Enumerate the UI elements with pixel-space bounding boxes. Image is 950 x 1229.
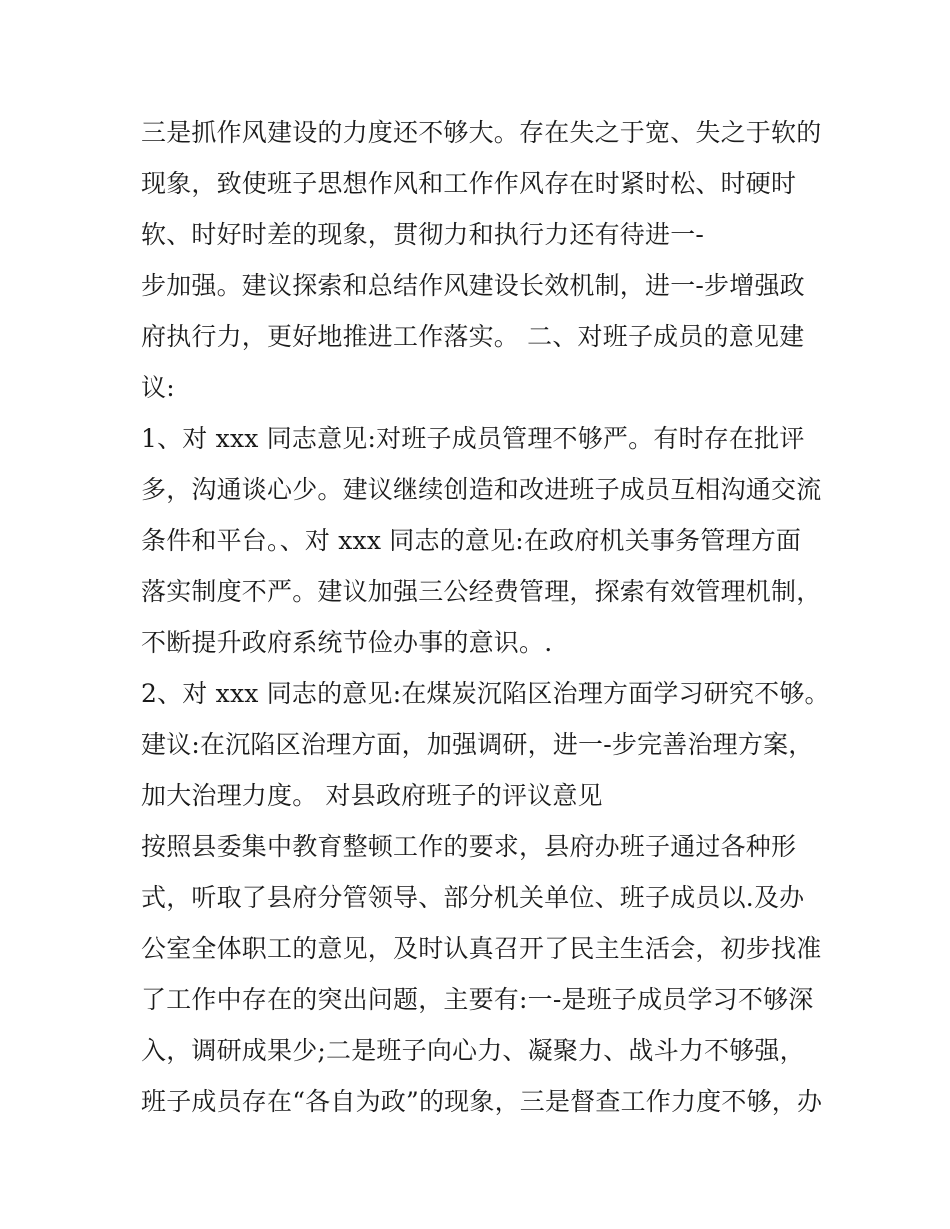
text-line: 公室全体职工的意见，及时认真召开了民主生活会，初步找准	[141, 934, 822, 963]
text-line: 软、时好时差的现象，贯彻力和执行力还有待进一-	[141, 220, 705, 249]
document-body	[141, 107, 841, 1127]
text-line: 班子成员存在“各自为政”的现象，三是督查工作力度不够，办	[141, 1087, 823, 1116]
text-line: 府执行力，更好地推进工作落实。 二、对班子成员的意见建	[141, 322, 805, 351]
text-line: 落实制度不严。建议加强三公经费管理，探索有效管理机制，	[141, 577, 822, 606]
text-line: 按照县委集中教育整顿工作的要求，县府办班子通过各种形	[141, 832, 797, 861]
text-line: 加大治理力度。 对县政府班子的评议意见	[141, 781, 603, 810]
text-line: 现象，致使班子思想作风和工作作风存在时紧时松、时硬时	[141, 169, 797, 198]
text-line: 多，沟通谈心少。建议继续创造和改进班子成员互相沟通交流	[141, 475, 822, 504]
text-line: 2、对 xxx 同志的意见:在煤炭沉陷区治理方面学习研究不够。	[141, 679, 830, 708]
text-line: 三是抓作风建设的力度还不够大。存在失之于宽、失之于软的	[141, 118, 822, 147]
text-line: 议:	[141, 373, 175, 402]
text-line: 式，听取了县府分管领导、部分机关单位、班子成员以.及办	[141, 883, 805, 912]
text-line: 建议:在沉陷区治理方面，加强调研，进一-步完善治理方案，	[141, 730, 814, 759]
text-line: 条件和平台。、对 xxx 同志的意见:在政府机关事务管理方面	[141, 526, 802, 555]
text-line: 1、对 xxx 同志意见:对班子成员管理不够严。有时存在批评	[141, 424, 805, 453]
text-line: 入，调研成果少;二是班子向心力、凝聚力、战斗力不够强，	[141, 1036, 805, 1065]
text-line: 了工作中存在的突出问题，主要有:一-是班子成员学习不够深	[141, 985, 814, 1014]
text-line: 步加强。建议探索和总结作风建设长效机制，进一-步增强政	[141, 271, 805, 300]
text-line: 不断提升政府系统节俭办事的意识。.	[141, 628, 553, 657]
